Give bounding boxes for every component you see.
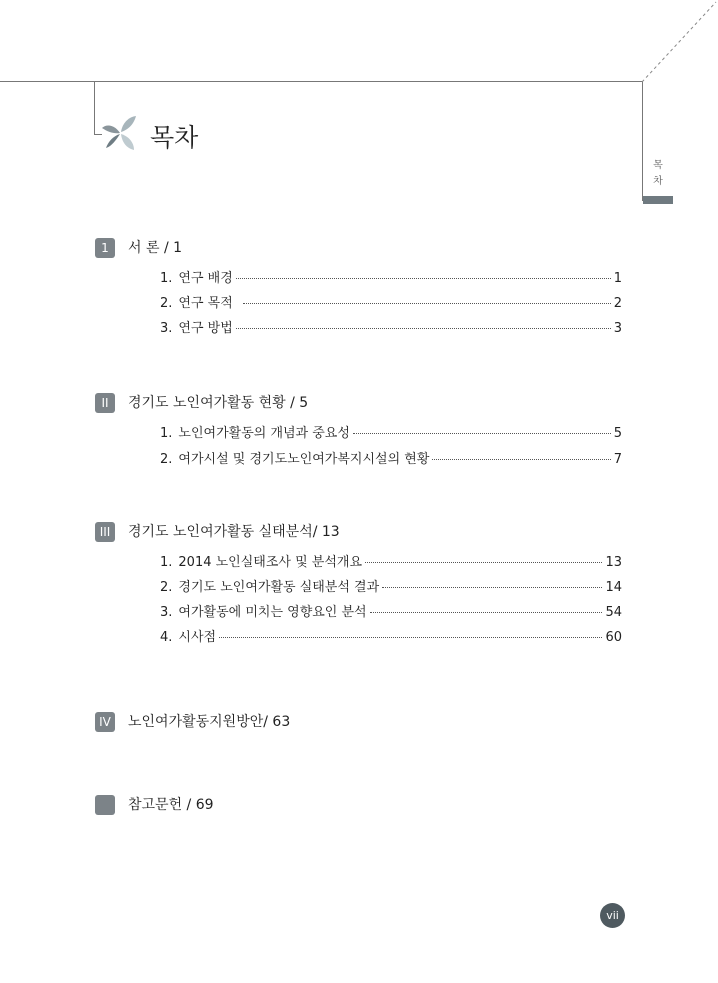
entry-text: 2014 노인실태조사 및 분석개요: [178, 555, 363, 570]
toc-entry[interactable]: [160, 448, 622, 466]
corner-fold-decoration: [640, 0, 718, 84]
section-title[interactable]: 서 론 / 1: [128, 240, 183, 256]
dot-leader: [236, 328, 611, 329]
toc-entry[interactable]: [160, 422, 622, 440]
page-title: 목차: [150, 123, 199, 152]
entry-page: 14: [605, 580, 622, 595]
entry-number: 1.: [160, 555, 173, 570]
dot-leader: [353, 433, 611, 434]
entry-text: 여가시설 및 경기도노인여가복지시설의 현황: [178, 452, 430, 467]
entry-page: 3: [613, 321, 622, 336]
section-title[interactable]: 노인여가활동지원방안/ 63: [128, 714, 291, 730]
section-title[interactable]: 경기도 노인여가활동 현황 / 5: [128, 395, 309, 411]
section-badge: II: [95, 393, 115, 413]
section-title[interactable]: 참고문헌 / 69: [128, 797, 214, 813]
entry-number: 4.: [160, 630, 173, 645]
section-title[interactable]: 경기도 노인여가활동 실태분석/ 13: [128, 524, 340, 540]
entry-number: 2.: [160, 452, 173, 467]
toc-entry[interactable]: [160, 317, 622, 335]
section-badge: IV: [95, 712, 115, 732]
section-badge: III: [95, 522, 115, 542]
page-number-badge: vii: [600, 903, 625, 928]
toc-entry[interactable]: [160, 626, 622, 644]
entry-number: 3.: [160, 605, 173, 620]
entry-number: 2.: [160, 580, 173, 595]
dot-leader: [432, 459, 610, 460]
entry-text: 노인여가활동의 개념과 중요성: [178, 426, 350, 441]
leaf-flower-icon: [100, 112, 142, 154]
entry-number: 2.: [160, 296, 173, 311]
entry-page: 7: [613, 452, 622, 467]
entry-page: 60: [605, 630, 622, 645]
entry-text: 시사점: [178, 630, 217, 645]
entry-page: 1: [613, 271, 622, 286]
toc-entry[interactable]: [160, 551, 622, 569]
dot-leader: [219, 637, 602, 638]
side-tab-label: [649, 158, 667, 190]
entry-text: 여가활동에 미치는 영향요인 분석: [178, 605, 367, 620]
left-frame-line: [94, 81, 95, 135]
entry-text: 연구 방법: [178, 321, 233, 336]
toc-entry[interactable]: [160, 267, 622, 285]
right-frame-line: [642, 81, 643, 201]
side-tab-char-2: 차: [653, 176, 663, 187]
section-badge: 1: [95, 238, 115, 258]
entry-page: 54: [605, 605, 622, 620]
entry-page: 2: [613, 296, 622, 311]
section-badge: [95, 795, 115, 815]
entry-page: 13: [605, 555, 622, 570]
entry-text: 경기도 노인여가활동 실태분석 결과: [178, 580, 380, 595]
dot-leader: [382, 587, 602, 588]
entry-number: 1.: [160, 426, 173, 441]
dot-leader: [236, 278, 611, 279]
entry-text: 연구 배경: [178, 271, 233, 286]
side-tab-bar: [643, 196, 673, 204]
dot-leader: [365, 562, 602, 563]
entry-text: 연구 목적: [178, 296, 233, 311]
entry-number: 1.: [160, 271, 173, 286]
dot-leader: [243, 303, 611, 304]
side-tab-char-1: 목: [653, 160, 663, 171]
toc-entry[interactable]: [160, 576, 622, 594]
toc-entry[interactable]: [160, 601, 622, 619]
header-rule: [0, 81, 642, 82]
dot-leader: [370, 612, 603, 613]
toc-entry[interactable]: [160, 292, 622, 310]
entry-page: 5: [613, 426, 622, 441]
entry-number: 3.: [160, 321, 173, 336]
